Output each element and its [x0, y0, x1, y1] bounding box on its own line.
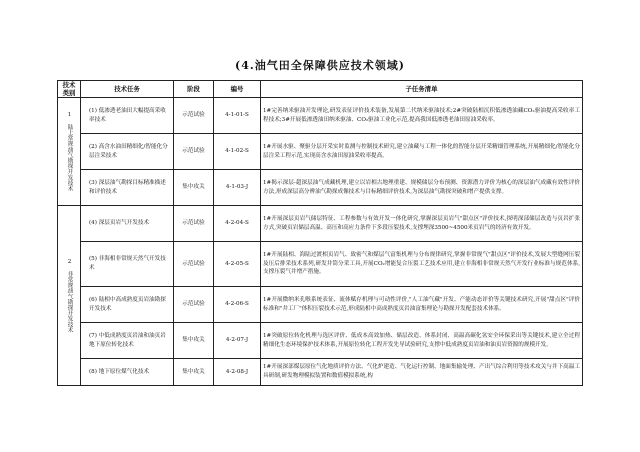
code-cell: 4-2-04-S: [214, 206, 261, 242]
code-cell: 4-2-07-J: [214, 323, 261, 359]
subtask-cell: 1#突破原位转化机理与选区评价、低成本高效加热、储层改造、体系封闭、高温高碳化氢安全环保采出等关键技术,建立全过程精细化生态环境保护技术体系,开展原位转化工程开发先导试验研究,支撑中低成熟度页岩油和油页岩资源的规模开发。: [261, 323, 583, 359]
table-row: [58, 170, 583, 206]
subtask-cell: 1#完善纳米驱油开发理论,研发表征评价技术装备,发展第二代纳米驱油技术;2#突破陆相沉积低渗透油藏CO₂驱油提高采收率工程技术;3#开展低渗透油田纳米驱油、CO₂驱油工业化示范,提高我国低渗透老油田原油采收率。: [261, 98, 583, 134]
page-title: (4.油气田全保障供应技术领域): [235, 59, 405, 72]
table-row: [58, 287, 583, 323]
category-cell: [58, 98, 81, 206]
task-cell: (5) 非海相非常规天然气开发技术: [81, 242, 174, 287]
stage-cell: 示范试验: [174, 206, 214, 242]
task-cell: (8) 地下原位煤气化技术: [81, 359, 174, 386]
task-cell: (2) 高含水油田精细化/智能化分层注采技术: [81, 134, 174, 170]
task-cell: (7) 中低成熟度页岩油和油页岩地下原位转化技术: [81, 323, 174, 359]
code-cell: 4-1-03-J: [214, 170, 261, 206]
task-cell: (3) 深层油气勘探目标精准描述和评价技术: [81, 170, 174, 206]
category-label: 1 陆上常规油气勘探开发技术: [66, 111, 73, 192]
header-category: 技术类别: [58, 81, 81, 98]
subtask-cell: 1#开展水驱、聚驱分层开采实时监测与控制技术研究,建立油藏与工程一体化的智能分层开采精细管理系统,开展精细化/智能化分层注采工程示范,实现高含水油田原油采收率提高。: [261, 134, 583, 170]
stage-cell: 示范试验: [174, 134, 214, 170]
table-row: [58, 359, 583, 386]
table-row: [58, 206, 583, 242]
table-row: [58, 98, 583, 134]
code-cell: 4-1-02-S: [214, 134, 261, 170]
stage-cell: 示范试验: [174, 242, 214, 287]
subtask-cell: 1#开展深层页岩气储层特征、工程参数与有效开发一体化研究,掌握深层页岩气"甜点区"评价技术,探明深部储层改造与页岩扩张方式,突破页岩储层高温、高压和高应力条件下多段压裂技术,支撑埋深3500~4500米页岩气的经济有效开发。: [261, 206, 583, 242]
task-cell: (6) 陆相中高成熟度页岩油勘探开发技术: [81, 287, 174, 323]
task-cell: (4) 深层页岩气开发技术: [81, 206, 174, 242]
subtask-cell: 1#开展微纳米孔喉系统表征、流体赋存机理与可动性评价,"人工油气藏"开发、产能动态评价等关键技术研究,开展"甜点区"评价标准和"井工厂"体积压裂技术示范,形成陆相中高成熟度页岩油富集理论与勘探开发配套技术体系。: [261, 287, 583, 323]
category-label: 2 非常规油气勘探开发技术: [66, 258, 73, 333]
subtask-cell: 1#开展深部煤层原位气化地质评价方法、气化炉建造、气化运行控制、地面集输处理、产出气综合利用等技术攻关与井下高温工具研制,研发物理模拟装置和数值模拟系统,构: [261, 359, 583, 386]
stage-cell: 集中攻关: [174, 170, 214, 206]
tech-table: [57, 80, 583, 386]
header-task: 技术任务: [81, 81, 174, 98]
table-row: [58, 242, 583, 287]
stage-cell: 示范试验: [174, 98, 214, 134]
category-cell: [58, 206, 81, 386]
code-cell: 4-2-08-J: [214, 359, 261, 386]
subtask-cell: 1#开展陆相、海陆过渡相页岩气、致密气和煤层气富集机理与分布规律研究,掌握非常规气"甜点区"评价技术,发展大型缝网压裂及压后排采技术系列,研发井筒分采工具,开展CO₂增能复合压裂工艺技术应用,建立非海相非常规天然气开发行业标准与规范体系,支撑压裂气井增产措施。: [261, 242, 583, 287]
table-row: [58, 134, 583, 170]
task-cell: (1) 低渗透老油田大幅提高采收率技术: [81, 98, 174, 134]
code-cell: 4-1-01-S: [214, 98, 261, 134]
stage-cell: 集中攻关: [174, 359, 214, 386]
table-row: [58, 323, 583, 359]
table-header-row: [58, 81, 583, 98]
stage-cell: 集中攻关: [174, 323, 214, 359]
code-cell: 4-2-05-S: [214, 242, 261, 287]
header-code: 编号: [214, 81, 261, 98]
header-stage: 阶段: [174, 81, 214, 98]
header-subtasks: 子任务清单: [261, 81, 583, 98]
code-cell: 4-2-06-S: [214, 287, 261, 323]
stage-cell: 示范试验: [174, 287, 214, 323]
subtask-cell: 1#揭示深层-超深层油气成藏机理,建立以岩相古地理重建、规模储层分布预测、资源潜力评价为核心的深层油气成藏有效性评价方法,形成深层高分辨油气勘探成像技术与目标精细评价技术,为深层油气勘探突破和增产提供支撑。: [261, 170, 583, 206]
